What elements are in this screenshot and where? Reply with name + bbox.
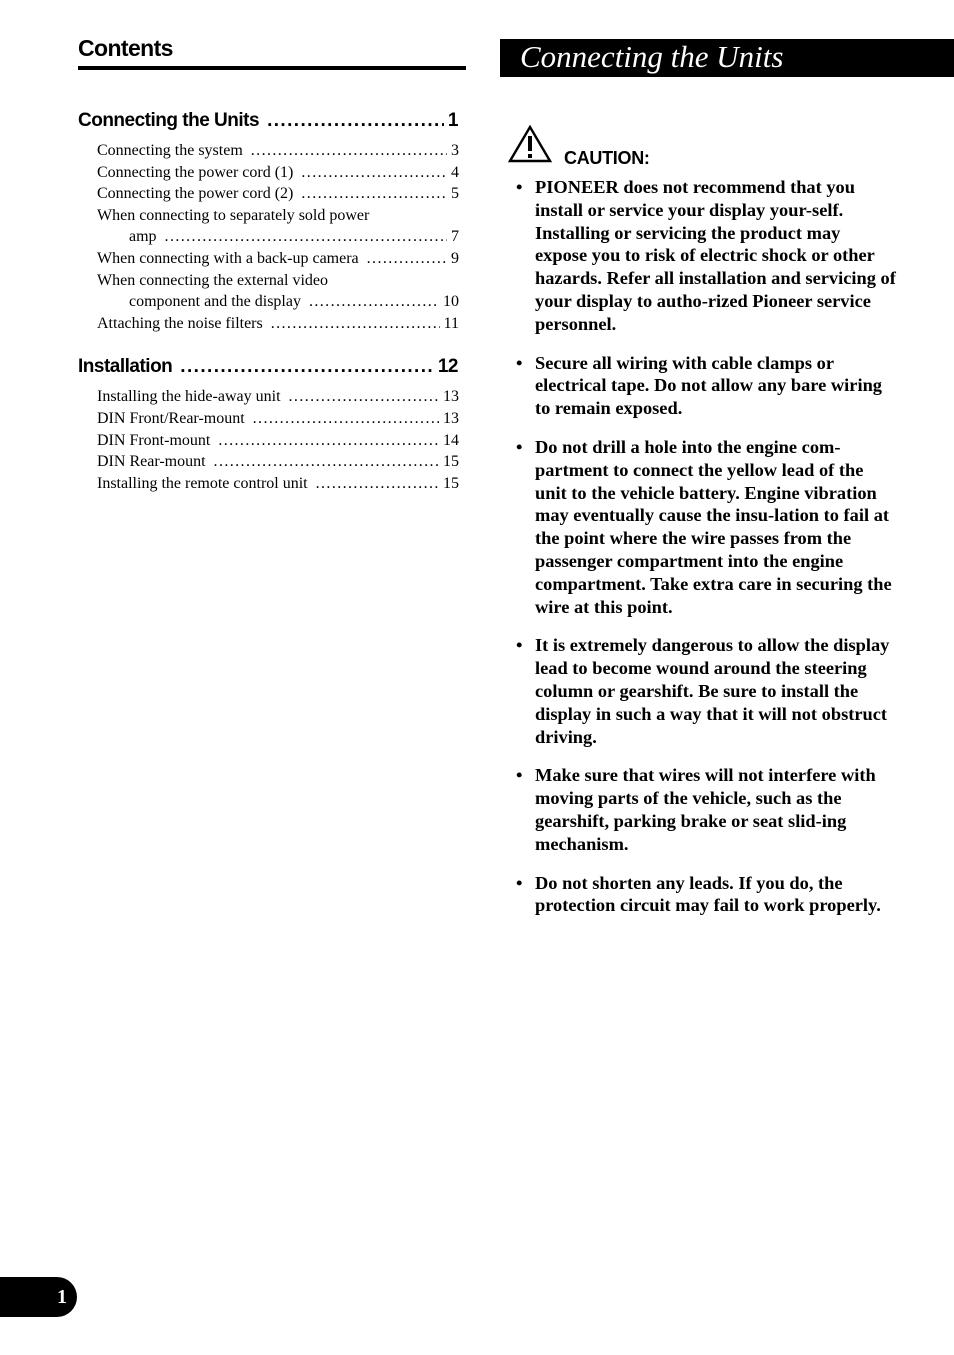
caution-bullet-text: It is extremely dangerous to allow the display lead to become wound around the steering column or gearshift. Be sure to install the display in such a way that it will not obstruct driving. [535,635,890,747]
toc-leader [309,291,439,313]
bullet-marker: • [516,436,523,457]
toc-entry-label: DIN Front/Rear-mount [97,409,245,427]
toc-entry-label: Attaching the noise filters [97,314,263,332]
toc-entry-label: DIN Rear-mount [97,453,206,471]
toc-leader [316,473,439,495]
caution-bullet [516,436,896,618]
toc-leader [218,430,439,452]
toc-entry [97,183,459,205]
toc-leader [367,248,447,270]
toc-entry-label: Connecting the power cord (2) [97,185,294,203]
toc-leader [253,408,439,430]
table-of-contents [78,108,466,494]
caution-bullet [516,176,896,336]
toc-entry-label: Connecting the power cord (1) [97,163,294,181]
toc-entry-label: When connecting with a back-up camera [97,249,359,267]
toc-entry [97,162,459,184]
bullet-marker: • [516,177,523,197]
contents-title: Contents [78,30,466,70]
caution-bullet [516,872,896,918]
toc-entry-label: When connecting to separately sold power [97,206,370,224]
toc-entry-page: 15 [443,474,459,492]
toc-entry-page: 10 [443,293,459,311]
contents-column [78,30,466,494]
bullet-marker: • [516,635,523,656]
toc-leader [214,451,439,473]
toc-entry-label: When connecting the external video [97,271,329,289]
toc-section-page: 1 [447,110,458,131]
toc-entry-page: 3 [451,142,459,159]
toc-section-title: Connecting the Units [78,110,260,131]
caution-heading [508,125,650,168]
toc-leader [289,386,439,408]
toc-entry-page: 13 [443,388,459,406]
toc-entry [97,270,459,313]
toc-leader [301,162,447,184]
toc-leader [267,108,444,134]
caution-bullet [516,634,896,748]
toc-entry [97,205,459,248]
toc-leader [165,226,447,248]
caution-list [516,176,896,933]
caution-bullet [516,352,896,420]
toc-entry-label: Installing the hide-away unit [97,388,281,406]
toc-section-title: Installation [78,356,173,378]
toc-entry-page: 11 [443,314,459,332]
toc-entry [97,430,459,452]
toc-entry-page: 15 [443,453,459,471]
bullet-marker: • [516,872,523,893]
toc-section [78,108,466,334]
toc-leader [271,313,440,335]
caution-bullet [516,764,896,855]
bullet-marker: • [516,765,523,786]
caution-bullet-text: Do not drill a hole into the engine com-partment to connect the yellow lead of the unit to the vehicle battery. Engine vibration may eventually cause the insu-lation to fail at the point where the wire passes from the passenger compartment into the engine compartment. Take extra care in securing the wire at this point. [535,436,892,617]
main-column [500,39,954,916]
toc-entry [97,313,459,335]
toc-leader [180,354,434,380]
toc-entry-label: Installing the remote control unit [97,474,308,492]
toc-entry-label: DIN Front-mount [97,431,211,449]
page-number-tab: 1 [0,1277,77,1317]
toc-entry-page: 14 [443,431,459,449]
caution-bullet-text: PIONEER does not recommend that you install or service your display your-self. Installing or servicing the product may expose you to risk of electric shock or other hazards. Refer all installation and servicing of your display to autho-rized Pioneer service personnel. [535,177,896,334]
toc-entry-page: 13 [443,409,459,427]
bullet-marker: • [516,352,523,373]
toc-entry-page: 9 [451,249,459,267]
toc-entry-label: Connecting the system [97,142,243,159]
toc-entry [97,386,459,408]
toc-entry [97,451,459,473]
toc-entry [97,473,459,495]
toc-leader [251,140,447,162]
caution-bullet-text: Secure all wiring with cable clamps or electrical tape. Do not allow any bare wiring to remain exposed. [535,352,882,419]
toc-entry-label-cont: component and the display [129,293,301,311]
toc-section-heading [78,108,458,134]
section-title-banner: Connecting the Units [500,39,954,77]
toc-section-heading [78,354,458,380]
caution-bullet-text: Do not shorten any leads. If you do, the protection circuit may fail to work properly. [535,872,881,916]
warning-triangle-icon [508,125,552,168]
toc-entry [97,140,459,162]
toc-entry-label-cont: amp [129,228,157,246]
caution-label: CAUTION: [564,148,650,168]
toc-section-page: 12 [437,356,458,378]
toc-entry [97,408,459,430]
caution-bullet-text: Make sure that wires will not interfere with moving parts of the vehicle, such as the gearshift, parking brake or seat slid-ing mechanism. [535,765,876,854]
toc-entry [97,248,459,270]
toc-section [78,354,466,494]
toc-entry-page: 5 [451,185,459,203]
toc-leader [301,183,447,205]
toc-entry-page: 4 [451,163,459,181]
toc-entry-page: 7 [451,228,459,246]
